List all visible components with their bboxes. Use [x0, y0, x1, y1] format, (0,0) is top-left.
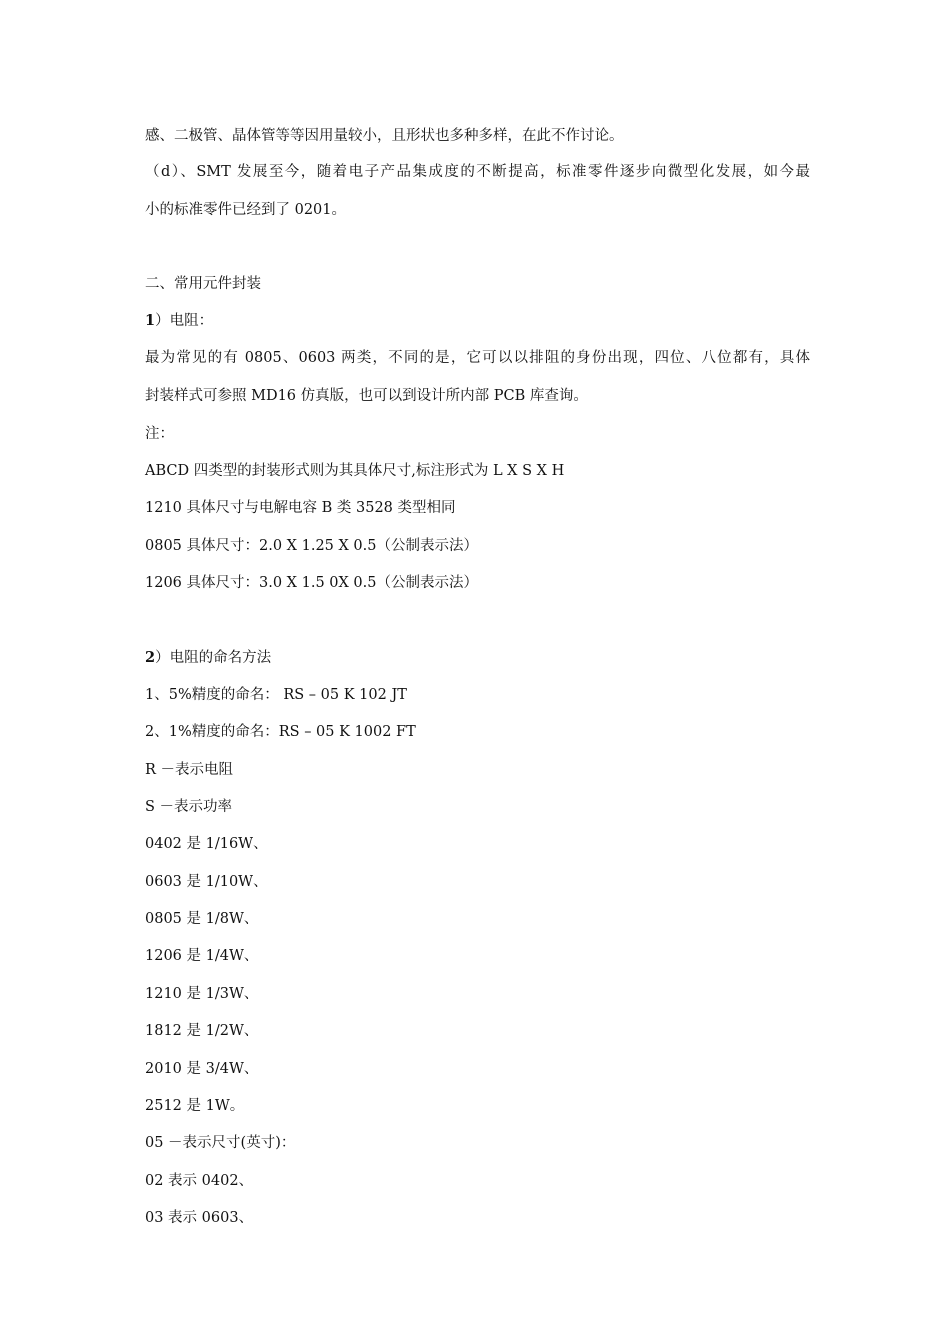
section-heading: 二、常用元件封装	[145, 276, 261, 292]
note-label: 注：	[145, 426, 174, 442]
text-line: 0805 是 1/8W、	[145, 911, 259, 927]
text-line: S －表示功率	[145, 799, 233, 815]
text-line: 0402 是 1/16W、	[145, 836, 268, 852]
heading-text: ）电阻的命名方法	[155, 650, 272, 666]
text-line: 1、5%精度的命名： RS – 05 K 102 JT	[145, 687, 407, 703]
text-line: 03 表示 0603、	[145, 1210, 254, 1226]
text-line: R －表示电阻	[145, 762, 234, 778]
text-line: 02 表示 0402、	[145, 1173, 254, 1189]
text-line: （d）、SMT 发展至今，随着电子产品集成度的不断提高，标准零件逐步向微型化发展，如今最	[145, 164, 810, 180]
text-line: 1210 是 1/3W、	[145, 986, 259, 1002]
text-line: 感、二极管、晶体管等等因用量较小，且形状也多种多样，在此不作讨论。	[145, 128, 624, 144]
text-line: 2、1%精度的命名：RS – 05 K 1002 FT	[145, 724, 416, 740]
text-line: 1206 具体尺寸：3.0 X 1.5 0X 0.5（公制表示法）	[145, 575, 478, 591]
heading-number: 2	[145, 649, 156, 666]
text-line: 1210 具体尺寸与电解电容 B 类 3528 类型相同	[145, 500, 456, 516]
subsection-heading	[145, 648, 810, 668]
text-line: ABCD 四类型的封装形式则为其具体尺寸,标注形式为 L X S X H	[145, 463, 565, 479]
heading-text: ）电阻：	[155, 313, 214, 329]
text-line: 1812 是 1/2W、	[145, 1023, 259, 1039]
text-line: 封装样式可参照 MD16 仿真版，也可以到设计所内部 PCB 库查询。	[145, 388, 588, 404]
text-line: 2010 是 3/4W、	[145, 1061, 259, 1077]
text-line: 小的标准零件已经到了 0201。	[145, 202, 347, 218]
text-line: 1206 是 1/4W、	[145, 948, 259, 964]
text-line: 0805 具体尺寸：2.0 X 1.25 X 0.5（公制表示法）	[145, 538, 478, 554]
subsection-heading	[145, 311, 810, 331]
text-line: 最为常见的有 0805、0603 两类，不同的是，它可以以排阻的身份出现，四位、八位都有，具体	[145, 350, 810, 366]
text-line: 05 －表示尺寸(英寸)：	[145, 1135, 296, 1151]
heading-number: 1	[145, 312, 156, 329]
text-line: 2512 是 1W。	[145, 1098, 245, 1114]
text-line: 0603 是 1/10W、	[145, 874, 268, 890]
